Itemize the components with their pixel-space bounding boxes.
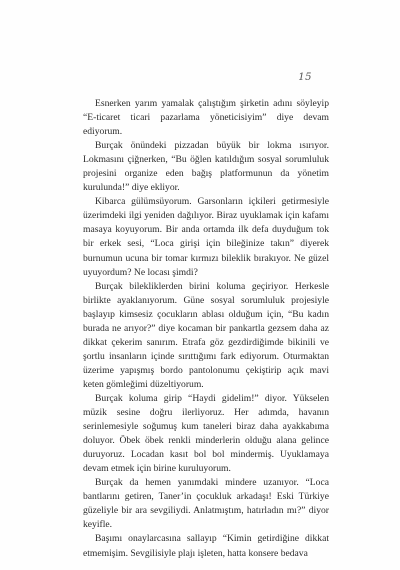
paragraph-2: Burçak önündeki pizzadan büyük bir lokma ısırıyor. Lokmasını çiğnerken, “Bu öğlen katıldığım sosyal sorumluluk projesini organize eden bağış platformunun da yönetim kurulunda!” diye ekliyor. <box>83 140 329 194</box>
body-text <box>83 97 329 561</box>
paragraph-5: Burçak koluma girip “Haydi gidelim!” diyor. Yükselen müzik sesine doğru ilerliyoruz. Her adımda, havanın serinlemesiyle soğumuş kum taneleri biraz daha ayakkabıma doluyor. Öbek öbek renkli minderlerin olduğu alana gelince duruyoruz. Locadan kasıt bol bol mindermiş. Uyuklamaya devam etmek için birine kuruluyorum. <box>83 392 329 475</box>
paragraph-7: Başımı onaylarcasına sallayıp “Kimin getirdiğine dikkat etmemişim. Sevgilisiyle plajı işleten, hatta konsere bedava <box>83 533 329 559</box>
paragraph-3: Kibarca gülümsüyorum. Garsonların içkileri getirmesiyle üzerimdeki ilgi yeniden dağılıyor. Biraz uyuklamak için kafamı masaya koyuyorum. Bir anda ortamda ilk defa duyduğum tok bir erkek sesi, “Loca girişi için bileğinize takın” diyerek burnumun ucuna bir tomar kırmızı bileklik bırakıyor. Ne güzel uyuyordum? Ne locası şimdi? <box>83 196 329 278</box>
page-number: 15 <box>298 72 312 83</box>
paragraph-6: Burçak da hemen yanımdaki mindere uzanıyor. “Loca bantlarını getiren, Taner’in çocukluk arkadaşı! Eski Türkiye güzeliyle bir ara sevgiliydi. Anlatmıştım, hatırladın mı?” diyor keyifle. <box>83 477 329 531</box>
paragraph-1: Esnerken yarım yamalak çalıştığım şirketin adını söyleyip “E-ticaret ticari pazarlama yöneticisiyim” diye devam ediyorum. <box>83 98 329 138</box>
paragraph-4: Burçak bilekliklerden birini koluma geçiriyor. Herkesle birlikte ayaklanıyorum. Güne sosyal sorumluluk projesiyle başlayıp kimsesiz çocukların ablası olduğum için, “Bu kadın burada ne arıyor?” diye kocaman bir pankartla gezsem daha az dikkat çekerim sanırım. Etrafa göz gezdirdiğimde bikinili ve şortlu insanların içinde sırıttığımı fark ediyorum. Oturmaktan üzerime yapışmış bordo pantolonumu çekiştirip açık mavi keten gömleğimi düzeltiyorum. <box>83 280 329 390</box>
